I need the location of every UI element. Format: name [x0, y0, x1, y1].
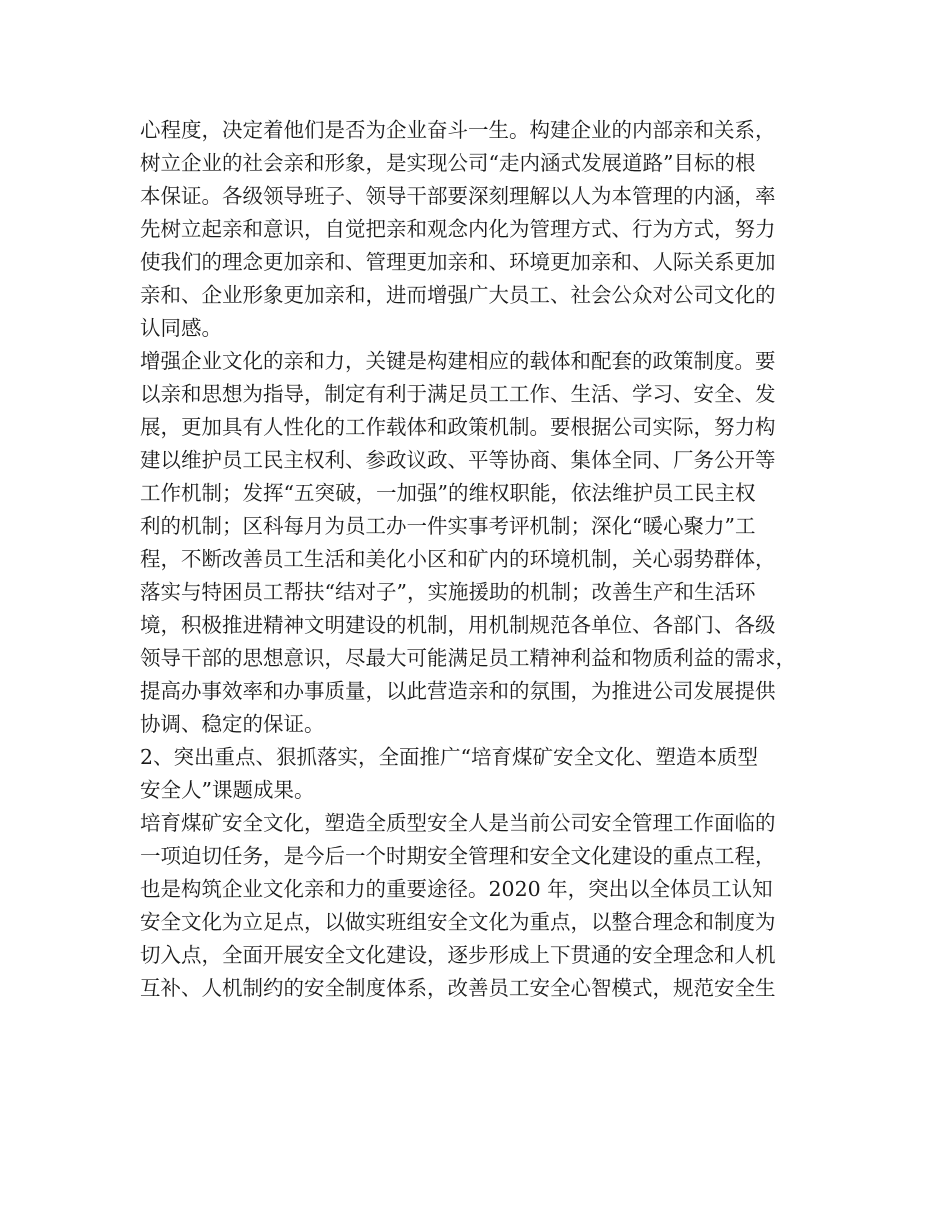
text-line: 使我们的理念更加亲和、管理更加亲和、环境更加亲和、人际关系更加: [140, 250, 776, 274]
text-line: 2、突出重点、狠抓落实，全面推广“培育煤矿安全文化、塑造本质型: [140, 745, 759, 769]
text-line: 本保证。各级领导班子、领导干部要深刻理解以人为本管理的内涵，率: [140, 184, 776, 208]
text-line: 也是构筑企业文化亲和力的重要途径。2020 年，突出以全体员工认知: [140, 877, 773, 901]
text-line: 利的机制；区科每月为员工办一件实事考评机制；深化“暖心聚力”工: [140, 514, 756, 538]
text-line: 协调、稳定的保证。: [140, 712, 325, 736]
text-line: 一项迫切任务，是今后一个时期安全管理和安全文化建设的重点工程，: [140, 844, 776, 868]
text-line: 领导干部的思想意识，尽最大可能满足员工精神利益和物质利益的需求，: [140, 646, 796, 670]
text-line: 安全人”课题成果。: [140, 778, 315, 802]
text-line: 工作机制；发挥“五突破，一加强”的维权职能，依法维护员工民主权: [140, 481, 756, 505]
text-line: 提高办事效率和办事质量，以此营造亲和的氛围，为推进公司发展提供: [140, 679, 776, 703]
text-line: 程，不断改善员工生活和美化小区和矿内的环境机制，关心弱势群体，: [140, 547, 776, 571]
text-line: 展，更加具有人性化的工作载体和政策机制。要根据公司实际，努力构: [140, 415, 776, 439]
text-line: 以亲和思想为指导，制定有利于满足员工工作、生活、学习、安全、发: [140, 382, 776, 406]
text-line: 互补、人机制约的安全制度体系，改善员工安全心智模式，规范安全生: [140, 976, 776, 1000]
document-body: [140, 114, 830, 1005]
text-line: 树立企业的社会亲和形象，是实现公司“走内涵式发展道路”目标的根: [140, 151, 756, 175]
text-line: 认同感。: [140, 316, 222, 340]
text-line: 安全文化为立足点，以做实班组安全文化为重点，以整合理念和制度为: [140, 910, 776, 934]
text-line: 增强企业文化的亲和力，关键是构建相应的载体和配套的政策制度。要: [140, 349, 776, 373]
text-line: 境，积极推进精神文明建设的机制，用机制规范各单位、各部门、各级: [140, 613, 776, 637]
text-line: 亲和、企业形象更加亲和，进而增强广大员工、社会公众对公司文化的: [140, 283, 776, 307]
text-line: 落实与特困员工帮扶“结对子”，实施援助的机制；改善生产和生活环: [140, 580, 756, 604]
text-line: 培育煤矿安全文化，塑造全质型安全人是当前公司安全管理工作面临的: [140, 811, 776, 835]
text-line: 先树立起亲和意识，自觉把亲和观念内化为管理方式、行为方式，努力: [140, 217, 776, 241]
text-line: 建以维护员工民主权利、参政议政、平等协商、集体全同、厂务公开等: [140, 448, 776, 472]
text-line: 心程度，决定着他们是否为企业奋斗一生。构建企业的内部亲和关系，: [140, 118, 776, 142]
text-line: 切入点，全面开展安全文化建设，逐步形成上下贯通的安全理念和人机: [140, 943, 776, 967]
